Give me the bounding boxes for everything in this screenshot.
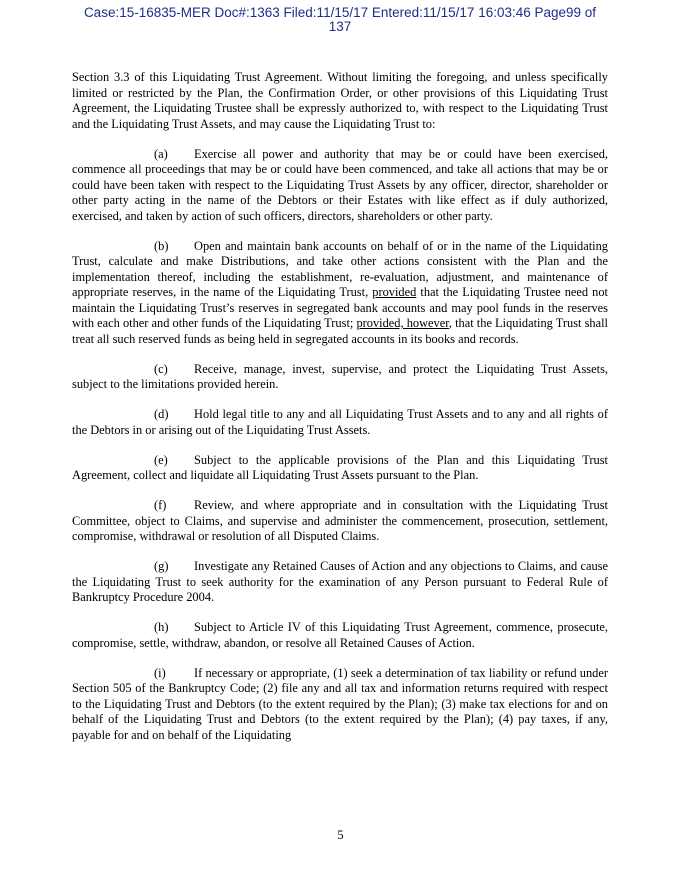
item-g-text: Investigate any Retained Causes of Action and any objections to Claims, and cause the Liquidating Trust to seek authority for the examination of any Person pursuant to Federal Rule of Bankruptcy Procedure 2004.: [72, 559, 608, 604]
item-f: [72, 498, 608, 545]
item-g-label: (g): [154, 559, 169, 573]
item-c: [72, 362, 608, 393]
item-e-text: Subject to the applicable provisions of the Plan and this Liquidating Trust Agreement, collect and liquidate all Liquidating Trust Assets pursuant to the Plan.: [72, 452, 608, 482]
item-i: [72, 666, 608, 744]
item-c-text: Receive, manage, invest, supervise, and protect the Liquidating Trust Assets, subject to the limitations provided herein.: [72, 361, 608, 391]
item-b-text-2: that the Liquidating Trustee need not maintain the Liquidating Trust’s reserves in segregated bank accounts and may pool funds in the reserves with each other and other funds of the Liquidating Trust;: [72, 285, 608, 330]
header-line-1: Case:15-16835-MER Doc#:1363 Filed:11/15/17 Entered:11/15/17 16:03:46 Page99 of: [83, 5, 597, 20]
item-d-label: (d): [154, 407, 169, 421]
item-b-label: (b): [154, 238, 169, 253]
item-f-label: (f): [154, 498, 167, 512]
item-e: [72, 453, 608, 484]
item-b: [72, 239, 608, 348]
item-i-label: (i): [154, 665, 166, 680]
item-b-text-3: , that the Liquidating Trust shall treat all such reserved funds as being held in segregated accounts in its books and records.: [72, 316, 609, 346]
page-number: 5: [337, 828, 344, 842]
item-f-text: Review, and where appropriate and in consultation with the Liquidating Trust Committee, object to Claims, and supervise and administer the commencement, prosecution, settlement, compromise, withdrawal or resolution of all Disputed Claims.: [72, 498, 608, 543]
item-i-text: If necessary or appropriate, (1) seek a determination of tax liability or refund under Section 505 of the Bankruptcy Code; (2) file any and all tax and information returns required with respect to the Liquidating Trust and Debtors (to the extent required by the Plan); (3) make tax elections for and on behalf of the Liquidating Trust and Debtors (to the extent required by the Plan); (4) pay taxes, if any, payable for and on behalf of the Liquidating: [72, 665, 608, 742]
court-filing-header: [40, 6, 640, 34]
item-h-text: Subject to Article IV of this Liquidating Trust Agreement, commence, prosecute, compromise, settle, withdraw, abandon, or resolve all Retained Causes of Action.: [72, 620, 608, 650]
item-e-label: (e): [154, 452, 168, 467]
item-h-label: (h): [154, 620, 169, 634]
item-h: [72, 620, 608, 651]
header-line-2: 137: [328, 19, 352, 34]
item-g: [72, 559, 608, 606]
document-body: [72, 70, 608, 758]
item-a-label: (a): [154, 146, 168, 161]
item-d: [72, 407, 608, 438]
item-b-provided: provided: [372, 285, 417, 299]
item-a-text: Exercise all power and authority that may be or could have been exercised, commence all proceedings that may be or could have been commenced, and take all actions that may be or could have been taken with respect to the Liquidating Trust Assets by any officer, director, shareholder or other party acting in the name of the Debtors or their Estates with like effect as if duly authorized, exercised, and taken by action of such officers, directors, shareholders or other party.: [72, 146, 608, 223]
item-a: [72, 147, 608, 225]
intro-paragraph: Section 3.3 of this Liquidating Trust Agreement. Without limiting the foregoing, and unless specifically limited or restricted by the Plan, the Confirmation Order, or other provisions of this Liquidating Trust Agreement, the Liquidating Trustee shall be expressly authorized to, with respect to the Liquidating Trust and the Liquidating Trust Assets, and may cause the Liquidating Trust to:: [72, 70, 608, 131]
item-b-text-1: Open and maintain bank accounts on behalf of or in the name of the Liquidating Trust, calculate and make Distributions, and take other actions consistent with the Plan and the implementation thereof, including the establishment, re-evaluation, adjustment, and maintenance of appropriate reserves, in the name of the Liquidating Trust,: [72, 238, 608, 299]
item-d-text: Hold legal title to any and all Liquidating Trust Assets and to any and all rights of the Debtors in or arising out of the Liquidating Trust Assets.: [72, 407, 608, 437]
item-c-label: (c): [154, 361, 168, 376]
item-b-provided-however: provided, however: [356, 316, 449, 330]
